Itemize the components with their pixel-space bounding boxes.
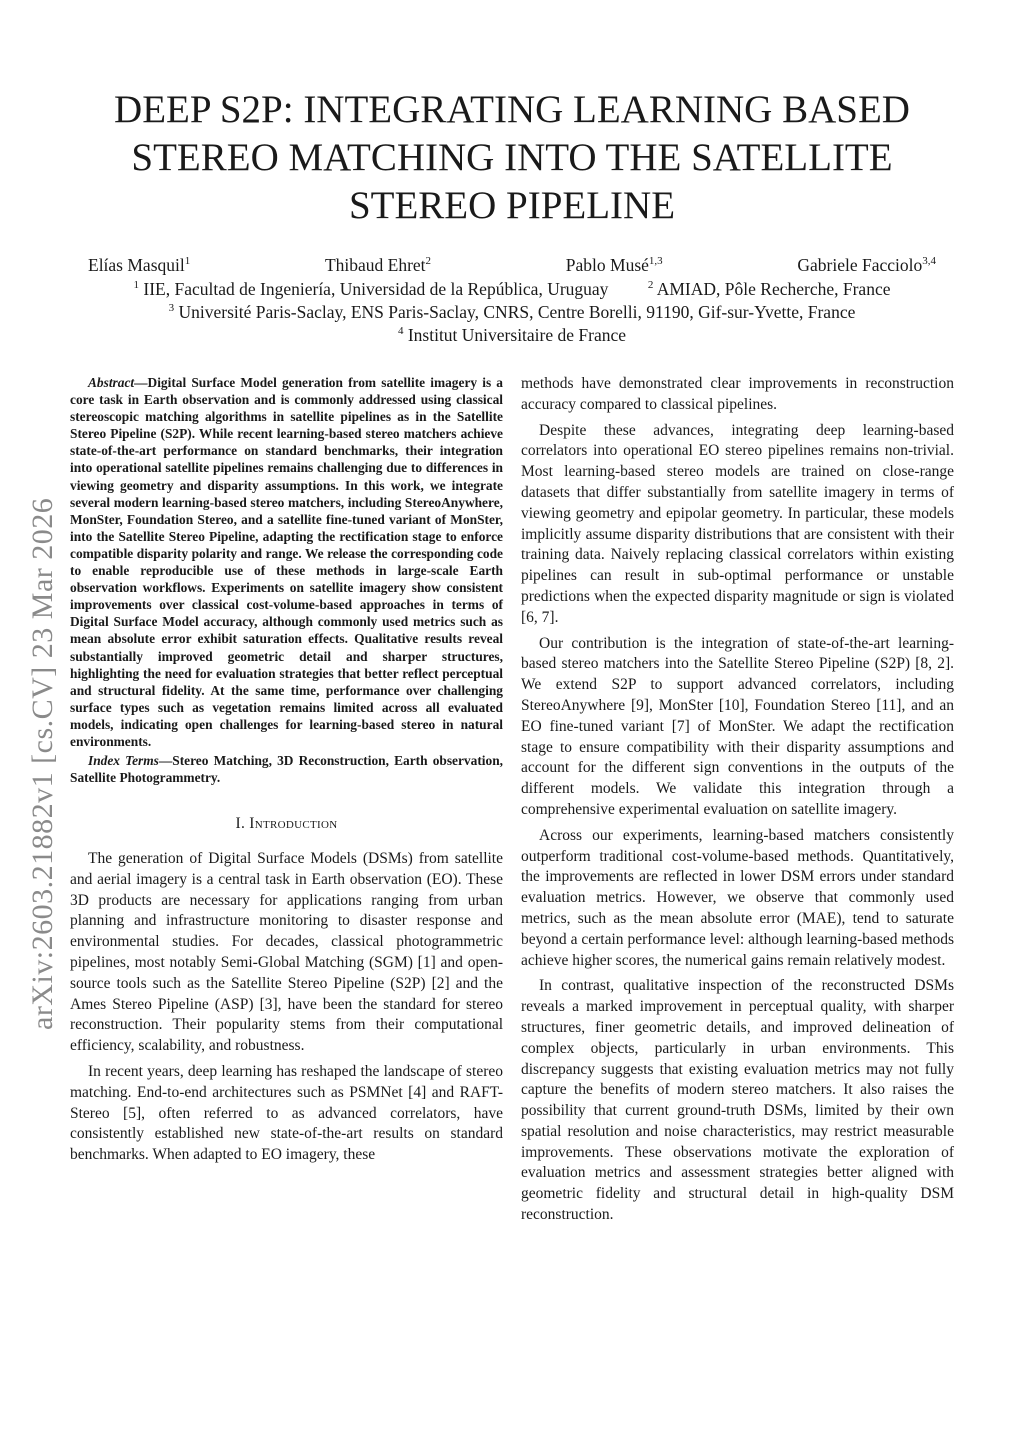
paragraph-continued: methods have demonstrated clear improvements in reconstruction accuracy compared to classical pipelines. xyxy=(521,375,954,413)
abstract: Abstract—Digital Surface Model generation from satellite imagery is a core task in Earth observation and is commonly addressed using classical stereoscopic matching algorithms in satellite pipelines as in the Satellite Stereo Pipeline (S2P). While recent learning-based stereo matchers achieve state-of-the-art performance on standard benchmarks, their integration into operational satellite pipelines remains challenging due to differences in viewing geometry and disparity assumptions. In this work, we integrate several modern learning-based stereo matchers, including StereoAnywhere, MonSter, Foundation Stereo, and a satellite fine-tuned variant of MonSter, into the Satellite Stereo Pipeline, adapting the rectification stage to enforce compatible disparity polarity and range. We release the corresponding code to enable reproducible use of these methods in large-scale Earth observation workflows. Experiments on satellite imagery show consistent improvements over classical cost-volume-based approaches in terms of Digital Surface Model accuracy, although commonly used metrics such as mean absolute error exhibit saturation effects. Qualitative results reveal substantially improved geometric detail and sharper structures, highlighting the need for evaluation strategies that better reflect perceptual and structural fidelity. At the same time, performance over challenging surface types such as vegetation remains limited across all evaluated models, indicating open challenges for learning-based stereo in natural environments. xyxy=(70,375,503,749)
author-list xyxy=(88,255,936,276)
title-line: STEREO PIPELINE xyxy=(348,184,676,227)
paragraph: In contrast, qualitative inspection of the reconstructed DSMs reveals a marked improvement in perceptual quality, with sharper structures, finer geometric details, and improved delineation of complex objects, particularly in urban environments. This discrepancy suggests that existing evaluation metrics may not fully capture the benefits of modern stereo matchers. It also raises the possibility that current ground-truth DSMs, limited by their own spatial resolution and noise characteristics, may restrict measurable improvements. These observations motivate the exploration of evaluation metrics and assessment strategies better aligned with geometric fidelity and structural detail in high-quality DSM reconstruction. xyxy=(521,977,954,1224)
title-line: STEREO MATCHING INTO THE SATELLITE xyxy=(131,136,893,179)
author: Pablo Musé$^{1,3}$ xyxy=(565,255,663,275)
affiliation-line: $^3$ Université Paris-Saclay, ENS Paris-Saclay, CNRS, Centre Borelli, 91190, Gif-sur-Yvette, France xyxy=(168,302,856,322)
affiliation-line: $^4$ Institut Universitaire de France xyxy=(397,325,627,345)
right-column xyxy=(521,374,954,1226)
paragraph: The generation of Digital Surface Models (DSMs) from satellite and aerial imagery is a central task in Earth observation (EO). These 3D products are necessary for applications ranging from urban planning and infrastructure monitoring to disaster response and environmental studies. For decades, classical photogrammetric pipelines, most notably Semi-Global Matching (SGM) [1] and open-source tools such as the Satellite Stereo Pipeline (S2P) [2] and the Ames Stereo Pipeline (ASP) [3], have been the standard for stereo reconstruction. Their popularity stems from their computational efficiency, scalability, and robustness. xyxy=(70,850,503,1055)
author: Gabriele Facciolo$^{3,4}$ xyxy=(797,255,936,275)
arxiv-identifier: arXiv:2603.21882v1 [cs.CV] 23 Mar 2026 xyxy=(26,497,59,1030)
left-column xyxy=(70,374,503,1166)
title-line: DEEP S2P: INTEGRATING LEARNING BASED xyxy=(114,88,910,131)
paragraph: Despite these advances, integrating deep learning-based correlators into operational EO stereo pipelines remains non-trivial. Most learning-based stereo models are trained on close-range datasets that differ substantially from satellite imagery in terms of viewing geometry and epipolar geometry. In particular, these models implicitly assume disparity distributions that are consistent with their training data. Naively replacing classical correlators within existing pipelines can result in sub-optimal performance or unstable predictions when the expected disparity magnitude or sign is violated [6, 7]. xyxy=(521,421,954,626)
paragraph: Across our experiments, learning-based matchers consistently outperform traditional cost-volume-based methods. Quantitatively, the improvements are reflected in lower DSM errors under standard evaluation metrics. However, we observe that commonly used metrics, such as the mean absolute error (MAE), tend to saturate beyond a certain performance level: although learning-based methods achieve higher scores, the numerical gains remain relatively modest. xyxy=(521,826,954,969)
paragraph: In recent years, deep learning has reshaped the landscape of stereo matching. End-to-end architectures such as PSMNet [4] and RAFT-Stereo [5], often referred to as advanced correlators, have consistently established new state-of-the-art results on standard benchmarks. When adapted to EO imagery, these xyxy=(70,1063,503,1164)
author: Elías Masquil$^1$ xyxy=(88,255,191,275)
author: Thibaud Ehret$^2$ xyxy=(324,255,432,275)
section-heading: I. Introduction xyxy=(235,815,338,833)
affiliation-line: $^1$ IIE, Facultad de Ingeniería, Universidad de la República, Uruguay $^2$ AMIAD, Pôle Recherche, France xyxy=(133,279,891,299)
paper-title xyxy=(60,86,964,230)
paragraph: Our contribution is the integration of state-of-the-art learning-based stereo matchers into the Satellite Stereo Pipeline (S2P) [8, 2]. We extend S2P to support advanced correlators, including StereoAnywhere [9], MonSter [10], Foundation Stereo [11], and an EO fine-tuned variant [7] of MonSter. We adapt the rectification stage to ensure compatibility with their disparity assumptions and account for the different sign conventions in the outputs of the different models. We validate this integration through a comprehensive experimental evaluation on satellite imagery. xyxy=(521,634,954,818)
index-terms: Index Terms—Stereo Matching, 3D Reconstruction, Earth observation, Satellite Photogrammetry. xyxy=(70,753,503,786)
